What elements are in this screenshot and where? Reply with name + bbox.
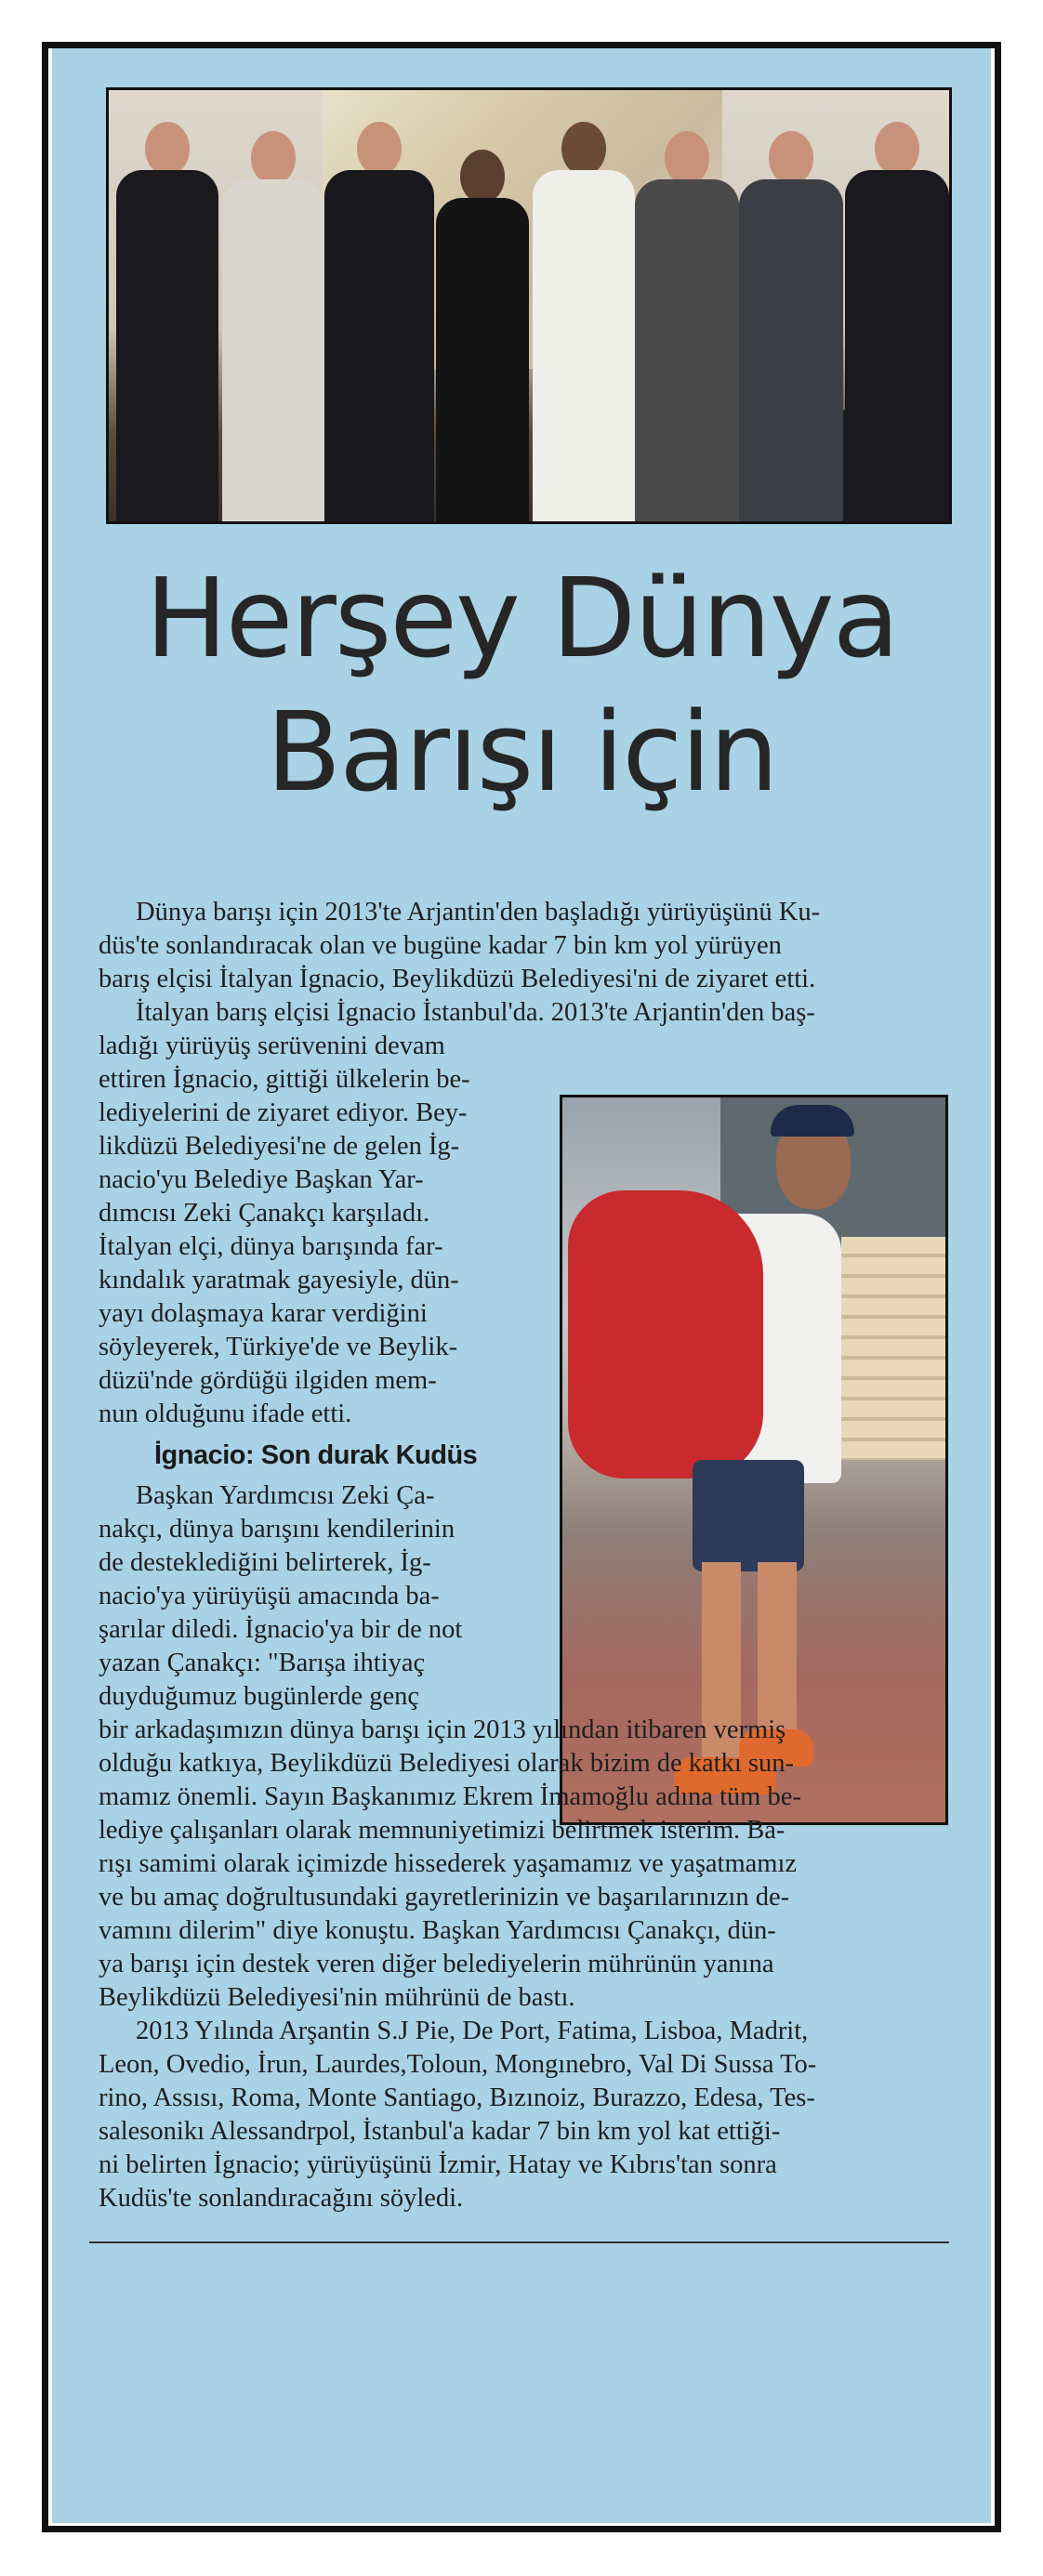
right-leg [758,1562,797,1739]
body-line: Beylikdüzü Belediyesi'nin mührünü de bastı. [99,1983,575,2012]
person-4 [436,150,529,521]
body-line: Kudüs'te sonlandıracağını söyledi. [99,2184,464,2213]
body-line: düs'te sonlandıracak olan ve bugüne kadar 7 bin km yol yürüyen [99,931,782,960]
body-line: dımcısı Zeki Çanakçı karşıladı. [99,1199,430,1228]
body-line: lediyelerini de ziyaret ediyor. Bey- [99,1098,468,1127]
body-line: nacio'ya yürüyüşü amacında ba- [99,1582,440,1610]
person-2 [222,131,324,521]
body-line: duyduğumuz bugünlerde genç [99,1682,420,1711]
body-line: kındalık yaratmak gayesiyle, dün- [99,1266,459,1295]
body-line: mamız önemli. Sayın Başkanımız Ekrem İmamoğlu adına tüm be- [99,1782,801,1811]
body-line: şarılar diledi. İgnacio'ya bir de not [99,1615,463,1644]
body-line: rino, Assısı, Roma, Monte Santiago, Bızınoiz, Burazzo, Edesa, Tes- [99,2083,815,2112]
body-line: nun olduğunu ifade etti. [99,1400,352,1428]
stairs [841,1237,948,1460]
body-line: yayı dolaşmaya karar verdiğini [99,1299,428,1328]
newspaper-clipping [52,48,991,2523]
body-line: likdüzü Belediyesi'ne de gelen İg- [99,1132,460,1161]
body-line: olduğu katkıya, Beylikdüzü Belediyesi olarak bizim de katkı sun- [99,1749,794,1778]
body-line: Leon, Ovedio, İrun, Laurdes,Toloun, Mongınebro, Val Di Sussa To- [99,2050,817,2079]
body-line: söyleyerek, Türkiye'de ve Beylik- [99,1333,458,1361]
body-line: bir arkadaşımızın dünya barışı için 2013 yılından itibaren vermiş [99,1715,786,1744]
blue-cap [771,1105,854,1137]
person-5 [533,122,635,521]
bottom-rule [89,2241,949,2243]
person-8 [845,122,949,521]
subheading: İgnacio: Son durak Kudüs [154,1440,478,1470]
body-line: de desteklediğini belirterek, İg- [99,1548,431,1577]
body-line: ettiren İgnacio, gittiği ülkelerin be- [99,1065,470,1094]
body-line: ve bu amaç doğrultusundaki gayretlerinizin ve başarılarınızın de- [99,1883,790,1912]
headline-line-2: Barışı için [266,688,777,816]
body-line: Başkan Yardımcısı Zeki Ça- [136,1481,435,1510]
body-line: ya barışı için destek veren diğer belediyelerin mührünün yanına [99,1950,774,1978]
person-7 [739,131,843,521]
body-line: ni belirten İgnacio; yürüyüşünü İzmir, Hatay ve Kıbrıs'tan sonra [99,2150,777,2179]
blue-shorts [693,1460,804,1571]
body-line: Dünya barışı için 2013'te Arjantin'den başladığı yürüyüşünü Ku- [136,898,821,927]
body-line: İtalyan elçi, dünya barışında far- [99,1232,443,1261]
body-line: ladığı yürüyüş serüvenini devam [99,1032,445,1060]
body-line: İtalyan barış elçisi İgnacio İstanbul'da. 2013'te Arjantin'den baş- [136,998,815,1027]
person-3 [324,122,434,521]
body-line: lediye çalışanları olarak memnuniyetimizi belirtmek isterim. Ba- [99,1816,786,1845]
body-line: yazan Çanakçı: "Barışa ihtiyaç [99,1649,426,1677]
body-line: nakçı, dünya barışını kendilerinin [99,1515,455,1544]
red-backpack [568,1190,763,1479]
body-line: nacio'yu Belediye Başkan Yar- [99,1165,424,1194]
body-line: rışı samimi olarak içimizde hissederek yaşamamız ve yaşatmamız [99,1849,798,1878]
body-line: vamını dilerim" diye konuştu. Başkan Yardımcısı Çanakçı, dün- [99,1916,776,1945]
person-1 [116,122,218,521]
body-line: barış elçisi İtalyan İgnacio, Beylikdüzü Belediyesi'ni de ziyaret etti. [99,965,816,993]
group-photo [106,87,952,524]
headline-line-1: Herşey Dünya [145,554,898,682]
body-line: düzü'nde gördüğü ilgiden mem- [99,1366,437,1395]
body-line: salesonikı Alessandrpol, İstanbul'a kadar 7 bin km yol kat ettiği- [99,2117,781,2146]
body-line: 2013 Yılında Arşantin S.J Pie, De Port, Fatima, Lisboa, Madrit, [136,2017,809,2045]
person-6 [635,131,739,521]
